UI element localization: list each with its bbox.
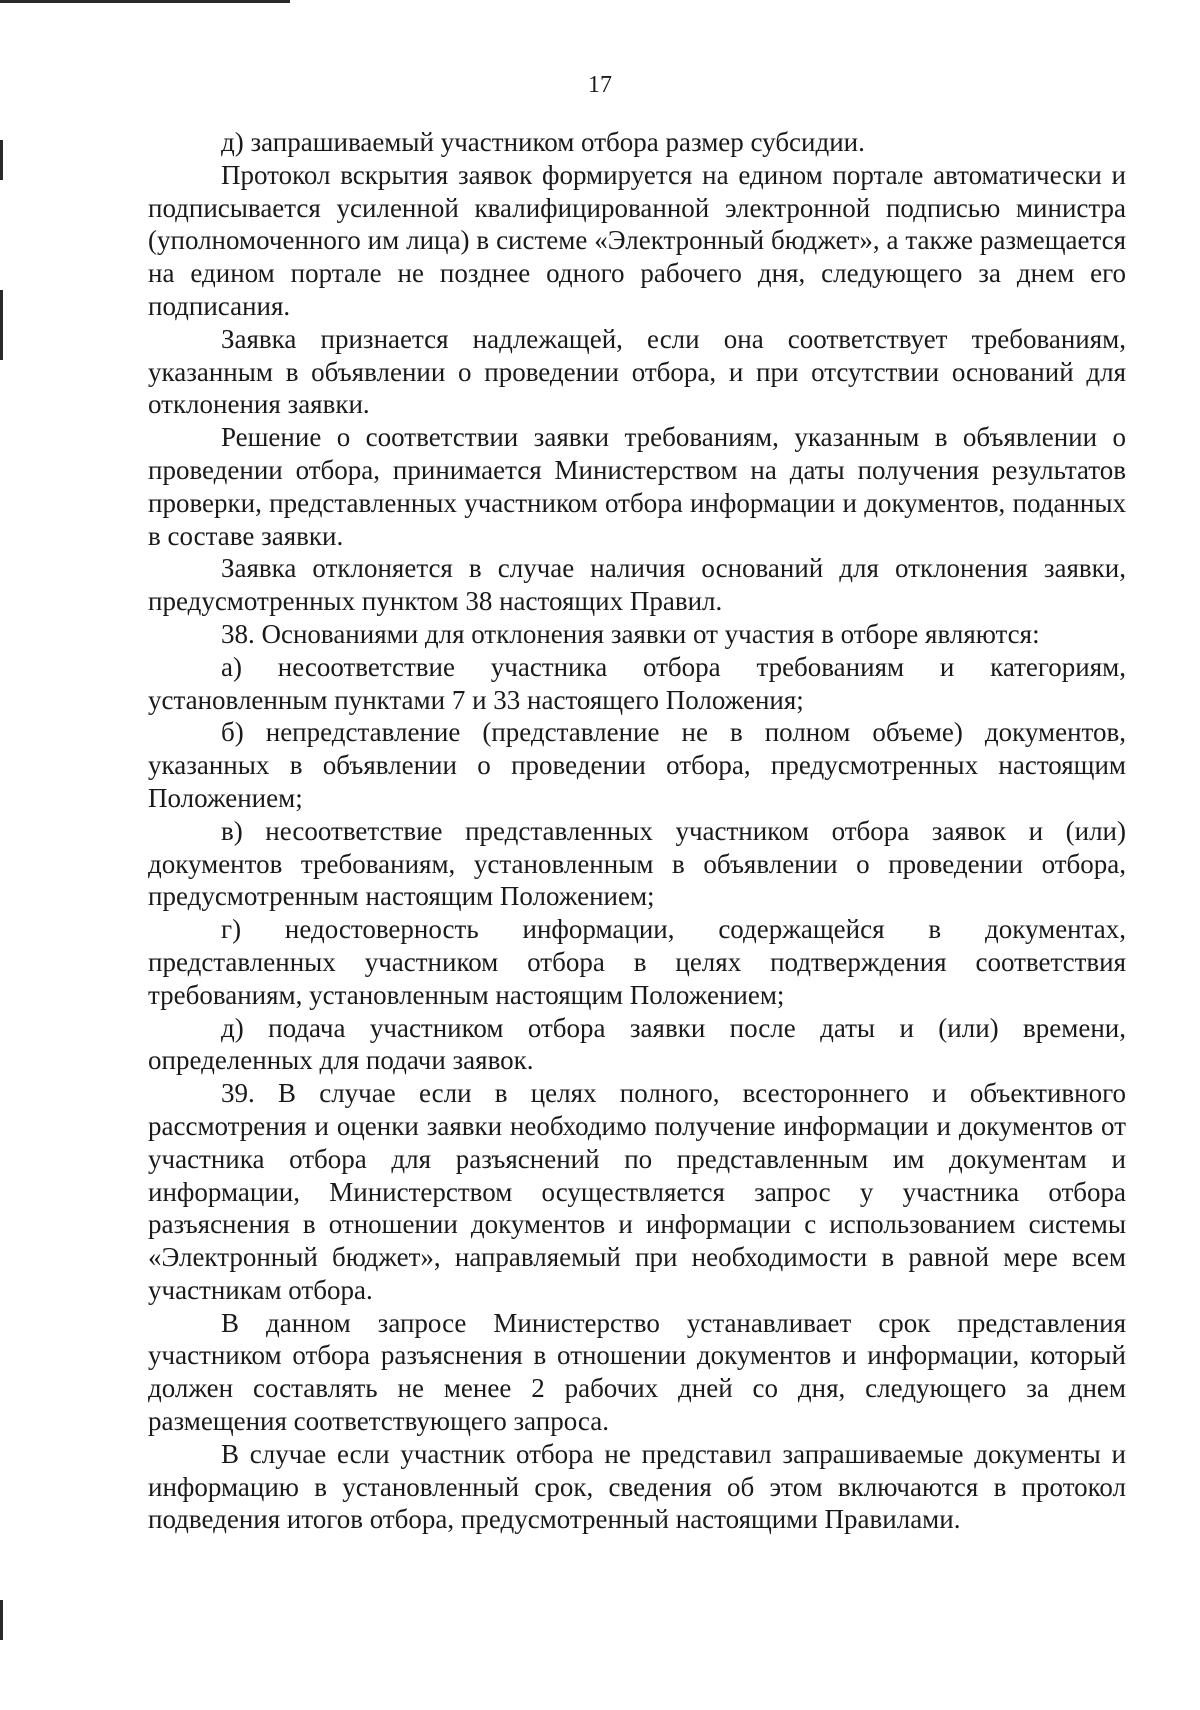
paragraph-application-proper: Заявка признается надлежащей, если она соответствует требованиям, указанным в объявлении о проведении отбора, и при отсутствии оснований для отклонения заявки. [148, 323, 1126, 420]
paragraph-compliance-decision: Решение о соответствии заявки требованиям, указанным в объявлении о проведении отбора, принимается Министерством на даты получения результатов проверки, представленных участником отбора информации и документов, поданных в составе заявки. [148, 422, 1126, 551]
paragraph-item-39: 39. В случае если в целях полного, всестороннего и объективного рассмотрения и оценки заявки необходимо получение информации и документов от участника отбора для разъяснений по представленным им документам и информации, Министерством осуществляется запрос у участника отбора разъяснения в отношении документов и информации с использованием системы «Электронный бюджет», направляемый при необходимости в равной мере всем участникам отбора. [148, 1078, 1126, 1305]
paragraph-item-38-v: в) несоответствие представленных участником отбора заявок и (или) документов требованиям, установленным в объявлении о проведении отбора, предусмотренным настоящим Положением; [148, 815, 1126, 912]
paragraph-application-rejected: Заявка отклоняется в случае наличия оснований для отклонения заявки, предусмотренных пунктом 38 настоящих Правил. [148, 553, 1126, 617]
document-body [148, 126, 1126, 1536]
paragraph-opening-protocol: Протокол вскрытия заявок формируется на едином портале автоматически и подписывается усиленной квалифицированной электронной подписью министра (уполномоченного им лица) в системе «Электронный бюджет», а также размещается на едином портале не позднее одного рабочего дня, следующего за днем его подписания. [148, 159, 1126, 321]
paragraph-item-38-g: г) недостоверность информации, содержащейся в документах, представленных участником отбора в целях подтверждения соответствия требованиям, установленным настоящим Положением; [148, 914, 1126, 1010]
paragraph-item-38-a: а) несоответствие участника отбора требованиям и категориям, установленным пунктами 7 и 33 настоящего Положения; [148, 651, 1126, 715]
paragraph-item-38: 38. Основаниями для отклонения заявки от участия в отборе являются: [221, 618, 1040, 649]
paragraph-not-provided: В случае если участник отбора не представил запрашиваемые документы и информацию в установленный срок, сведения об этом включаются в протокол подведения итогов отбора, предусмотренный настоящими Правилами. [148, 1438, 1126, 1535]
page-number: 17 [588, 72, 612, 98]
paragraph-item-38-d: д) подача участником отбора заявки после даты и (или) времени, определенных для подачи заявок. [148, 1012, 1126, 1076]
paragraph-subsidy-amount: д) запрашиваемый участником отбора размер субсидии. [221, 127, 865, 157]
paragraph-item-38-b: б) непредставление (представление не в полном объеме) документов, указанных в объявлении о проведении отбора, предусмотренных настоящим Положением; [148, 717, 1126, 813]
scan-edge-left [0, 1600, 3, 1640]
scan-edge-left [0, 290, 3, 360]
scan-edge-left [0, 140, 3, 180]
scan-edge-top [0, 0, 290, 3]
paragraph-request-deadline: В данном запросе Министерство устанавливает срок представления участником отбора разъяснения в отношении документов и информации, который должен составлять не менее 2 рабочих дней со дня, следующего за днем размещения соответствующего запроса. [148, 1307, 1126, 1437]
